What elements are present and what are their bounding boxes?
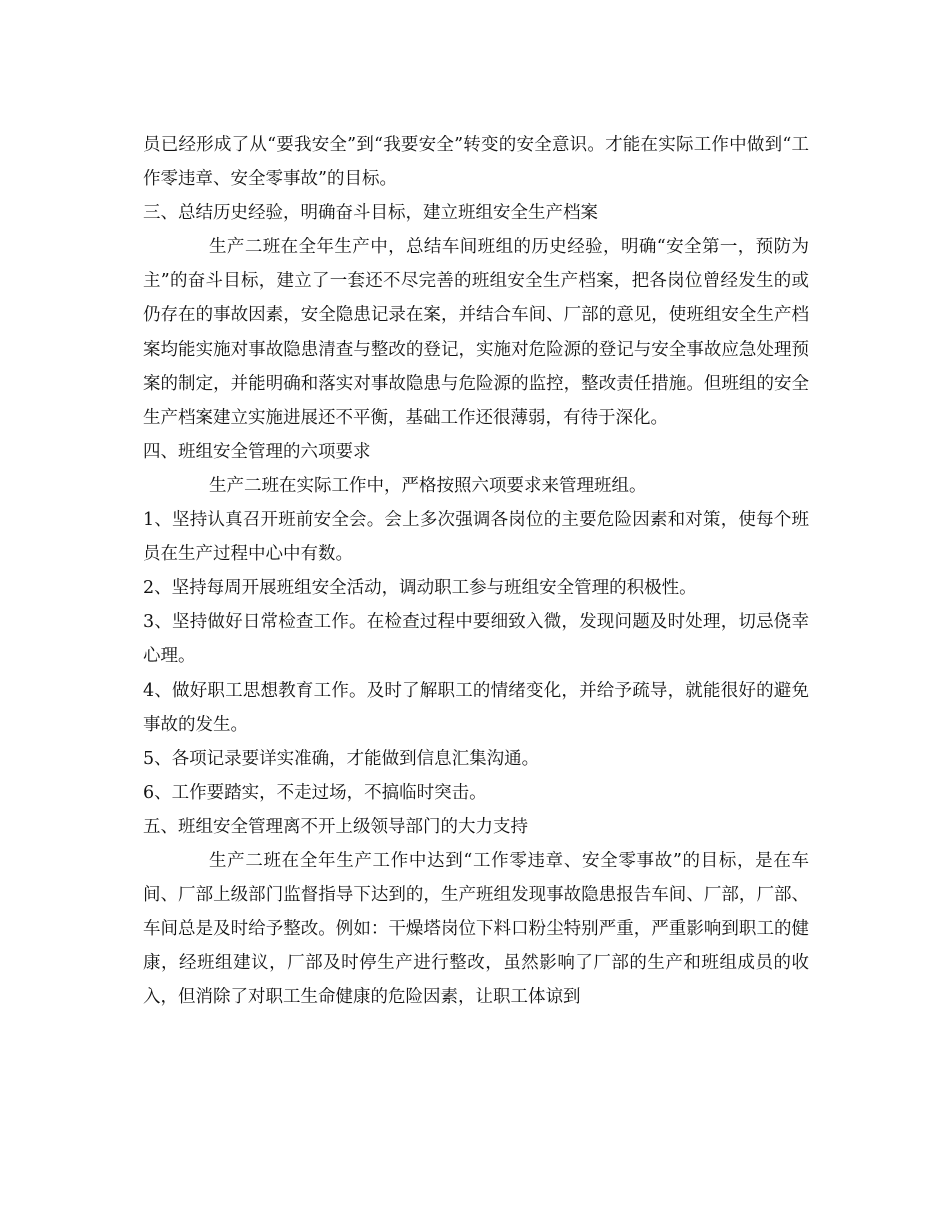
list-item-requirement-6: 6、工作要踏实，不走过场，不搞临时突击。 — [143, 782, 487, 803]
list-item-requirement-4: 4、做好职工思想教育工作。及时了解职工的情绪变化，并给予疏导，就能很好的避免事故的发生。 — [143, 680, 809, 735]
section-heading-four: 四、班组安全管理的六项要求 — [143, 441, 371, 462]
section-heading-five: 五、班组安全管理离不开上级领导部门的大力支持 — [143, 816, 528, 837]
section-heading-three: 三、总结历史经验，明确奋斗目标，建立班组安全生产档案 — [143, 203, 598, 224]
paragraph-six-requirements-intro: 生产二班在实际工作中，严格按照六项要求来管理班组。 — [209, 475, 647, 496]
list-item-requirement-3: 3、坚持做好日常检查工作。在检查过程中要细致入微，发现问题及时处理，切忌侥幸心理。 — [143, 612, 809, 667]
list-item-requirement-5: 5、各项记录要详实准确，才能做到信息汇集沟通。 — [143, 748, 540, 769]
paragraph-safety-awareness: 员已经形成了从“要我安全”到“我要安全”转变的安全意识。才能在实际工作中做到“工作零违章、安全零事故”的目标。 — [143, 135, 809, 190]
paragraph-safety-archive: 生产二班在全年生产中，总结车间班组的历史经验，明确“安全第一，预防为主”的奋斗目标，建立了一套还不尽完善的班组安全生产档案，把各岗位曾经发生的或仍存在的事故因素，安全隐患记录在案，并结合车间、厂部的意见，使班组安全生产档案均能实施对事故隐患清查与整改的登记，实施对危险源的登记与安全事故应急处理预案的制定，并能明确和落实对事故隐患与危险源的监控，整改责任措施。但班组的安全生产档案建立实施进展还不平衡，基础工作还很薄弱，有待于深化。 — [143, 237, 809, 428]
paragraph-leadership-support: 生产二班在全年生产工作中达到“工作零违章、安全零事故”的目标，是在车间、厂部上级部门监督指导下达到的，生产班组发现事故隐患报告车间、厂部，厂部、车间总是及时给予整改。例如：干燥塔岗位下料口粉尘特别严重，严重影响到职工的健康，经班组建议，厂部及时停生产进行整改，虽然影响了厂部的生产和班组成员的收入，但消除了对职工生命健康的危险因素，让职工体谅到 — [143, 850, 809, 1008]
list-item-requirement-2: 2、坚持每周开展班组安全活动，调动职工参与班组安全管理的积极性。 — [143, 578, 697, 599]
document-body — [143, 128, 809, 1014]
list-item-requirement-1: 1、坚持认真召开班前安全会。会上多次强调各岗位的主要危险因素和对策，使每个班员在生产过程中心中有数。 — [143, 510, 809, 565]
